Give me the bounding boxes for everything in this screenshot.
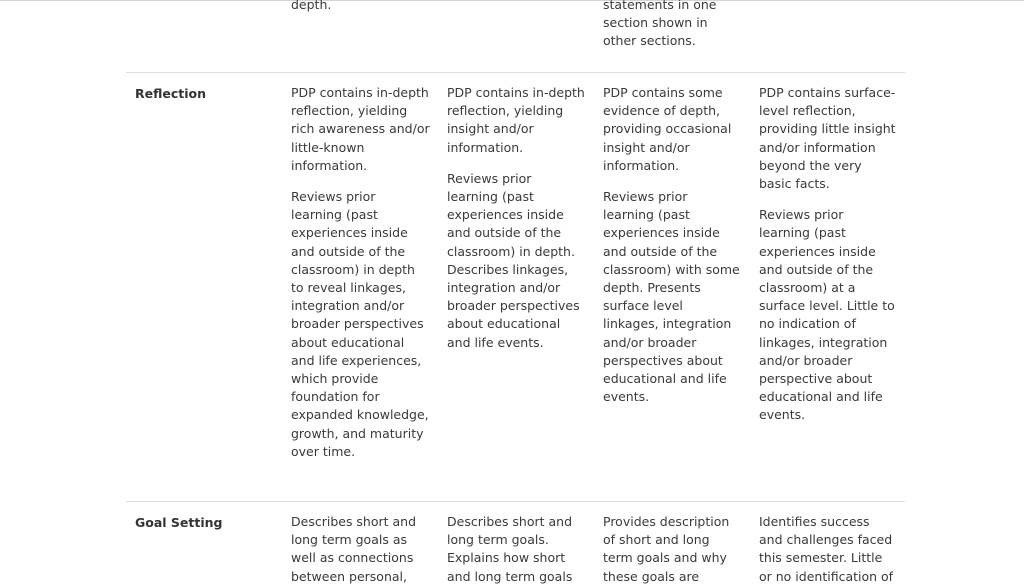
cell-goal-setting-4: Identifies success and challenges faced this semester. Little or no identification of (759, 514, 894, 584)
cell-reflection-4-para-2: Reviews prior learning (past experiences inside and outside of the classroom) at a surface level. Little to no indication of linkages, integration and/or broader perspective about educational and life events. (759, 207, 895, 423)
cell-reflection-1-para-1: PDP contains in-depth reflection, yielding rich awareness and/or little-known information. (291, 85, 430, 173)
cell-reflection-4 (750, 73, 905, 501)
cell-reflection-3-para-2: Reviews prior learning (past experiences inside and outside of the classroom) with some depth. Presents surface level linkages, integration and/or broader perspectives about educational and life events. (603, 189, 740, 405)
cell-reflection-4-para-1: PDP contains surface-level reflection, providing little insight and/or information beyond the very basic facts. (759, 85, 896, 192)
cell-reflection-2 (438, 73, 594, 501)
cell-previous-4 (750, 0, 905, 72)
cell-reflection-2-para-1: PDP contains in-depth reflection, yielding insight and/or information. (447, 85, 585, 155)
row-label-reflection: Reflection (135, 86, 207, 101)
cell-previous-2 (438, 0, 594, 72)
cell-reflection-2-para-2: Reviews prior learning (past experiences inside and outside of the classroom) in depth. Describes linkages, integration and/or broader perspectives about educational and life events. (447, 170, 580, 350)
cell-goal-setting-3: Provides description of short and long term goals and why these goals are (603, 514, 730, 584)
cell-reflection-1 (282, 73, 438, 501)
cell-goal-setting-2: Describes short and long term goals. Explains how short and long term goals (447, 514, 573, 584)
rubric-table (126, 0, 905, 588)
table-row-goal-setting (126, 501, 905, 588)
table-row-previous (126, 0, 905, 72)
cell-previous-3: statements in one section shown in other sections. (603, 0, 717, 49)
cell-goal-setting-1: Describes short and long term goals as well as connections between personal, (291, 514, 417, 584)
row-label-previous (126, 0, 282, 72)
cell-reflection-3-para-1: PDP contains some evidence of depth, providing occasional insight and/or information. (603, 85, 732, 173)
cell-reflection-3 (594, 73, 750, 501)
row-label-goal-setting: Goal Setting (135, 515, 223, 530)
table-row-reflection (126, 72, 905, 501)
cell-previous-1: depth. (291, 0, 332, 12)
cell-reflection-1-para-2: Reviews prior learning (past experiences inside and outside of the classroom) in depth to reveal linkages, integration and/or broader perspectives about educational and life experiences, which provide foundation for expanded knowledge, growth, and maturity over time. (291, 189, 429, 459)
